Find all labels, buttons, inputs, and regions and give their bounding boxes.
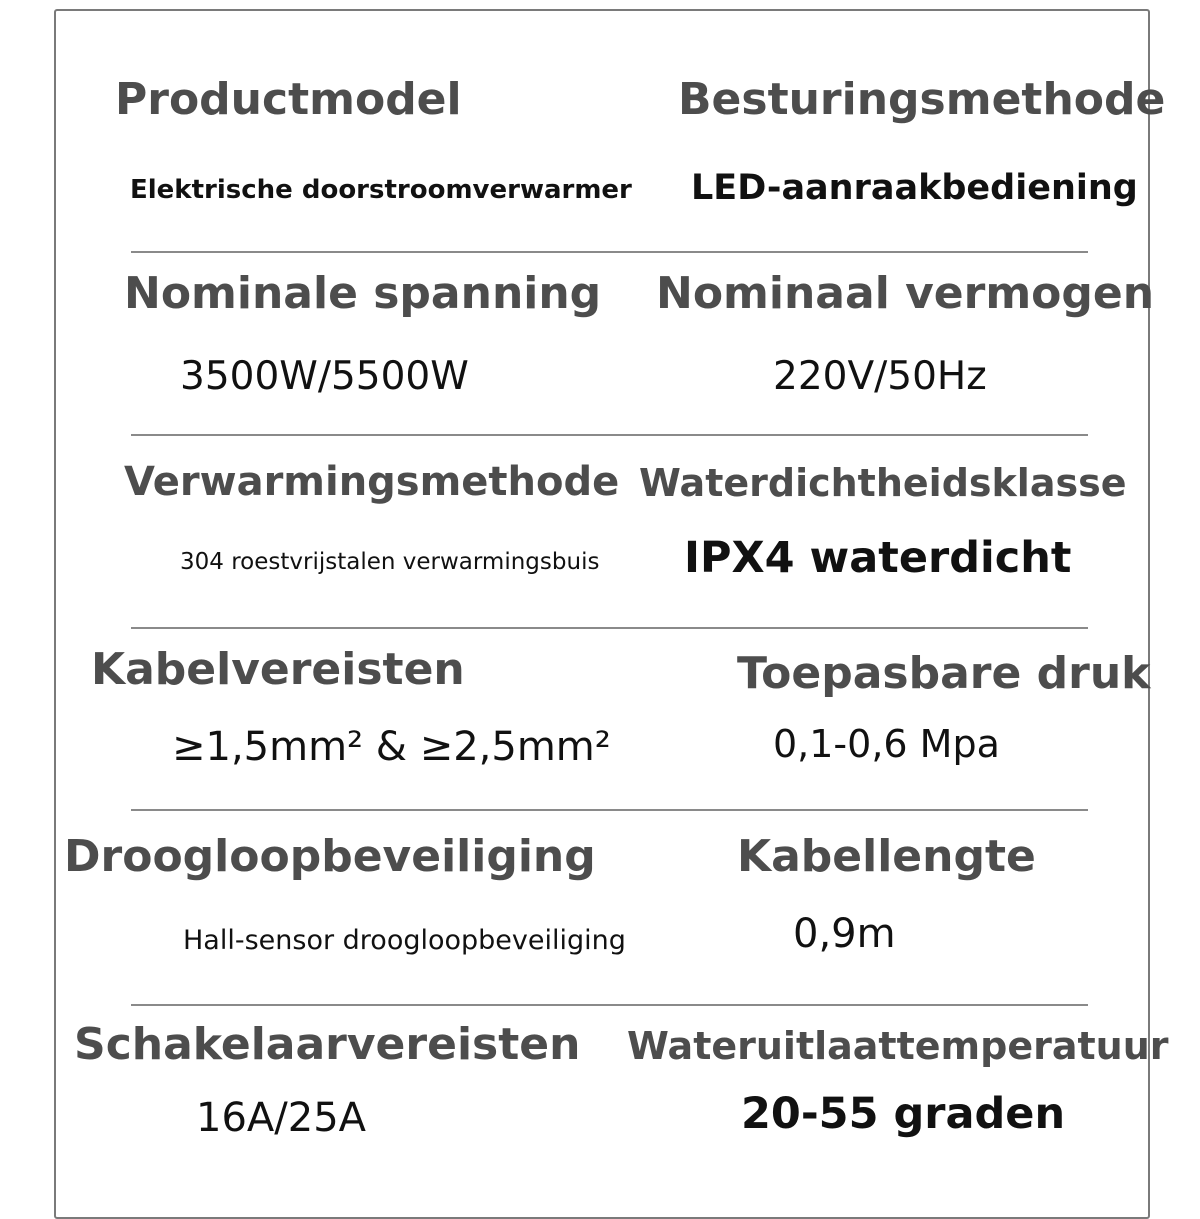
value-verwarmingsmethode: 304 roestvrijstalen verwarmingsbuis [180, 549, 600, 575]
row-divider [131, 1004, 1088, 1006]
value-wateruitlaattemperatuur: 20-55 graden [741, 1089, 1066, 1139]
row-divider [131, 809, 1088, 811]
label-wateruitlaattemperatuur: Wateruitlaattemperatuur [627, 1024, 1169, 1068]
row-divider [131, 627, 1088, 629]
value-productmodel: Elektrische doorstroomverwarmer [130, 175, 632, 205]
value-kabellengte: 0,9m [793, 911, 896, 957]
label-nominaal-vermogen: Nominaal vermogen [656, 268, 1155, 319]
label-schakelaarvereisten: Schakelaarvereisten [74, 1019, 581, 1070]
label-droogloopbeveiliging: Droogloopbeveiliging [64, 831, 596, 882]
row-divider [131, 251, 1088, 253]
value-waterdichtheidsklasse: IPX4 waterdicht [684, 533, 1072, 583]
label-besturingsmethode: Besturingsmethode [678, 74, 1166, 125]
value-schakelaarvereisten: 16A/25A [196, 1095, 366, 1141]
value-droogloopbeveiliging: Hall-sensor droogloopbeveiliging [183, 925, 626, 956]
label-kabelvereisten: Kabelvereisten [91, 644, 465, 695]
value-besturingsmethode: LED-aanraakbediening [691, 168, 1138, 208]
value-toepasbare-druk: 0,1-0,6 Mpa [773, 722, 1000, 766]
label-kabellengte: Kabellengte [737, 831, 1036, 882]
label-toepasbare-druk: Toepasbare druk [737, 648, 1151, 699]
row-divider [131, 434, 1088, 436]
label-verwarmingsmethode: Verwarmingsmethode [124, 459, 620, 505]
value-nominaal-vermogen: 220V/50Hz [773, 354, 987, 399]
label-nominale-spanning: Nominale spanning [124, 268, 602, 319]
label-waterdichtheidsklasse: Waterdichtheidsklasse [639, 461, 1127, 505]
value-kabelvereisten: ≥1,5mm² & ≥2,5mm² [172, 724, 611, 770]
value-nominale-spanning: 3500W/5500W [180, 354, 469, 399]
label-productmodel: Productmodel [115, 74, 462, 125]
